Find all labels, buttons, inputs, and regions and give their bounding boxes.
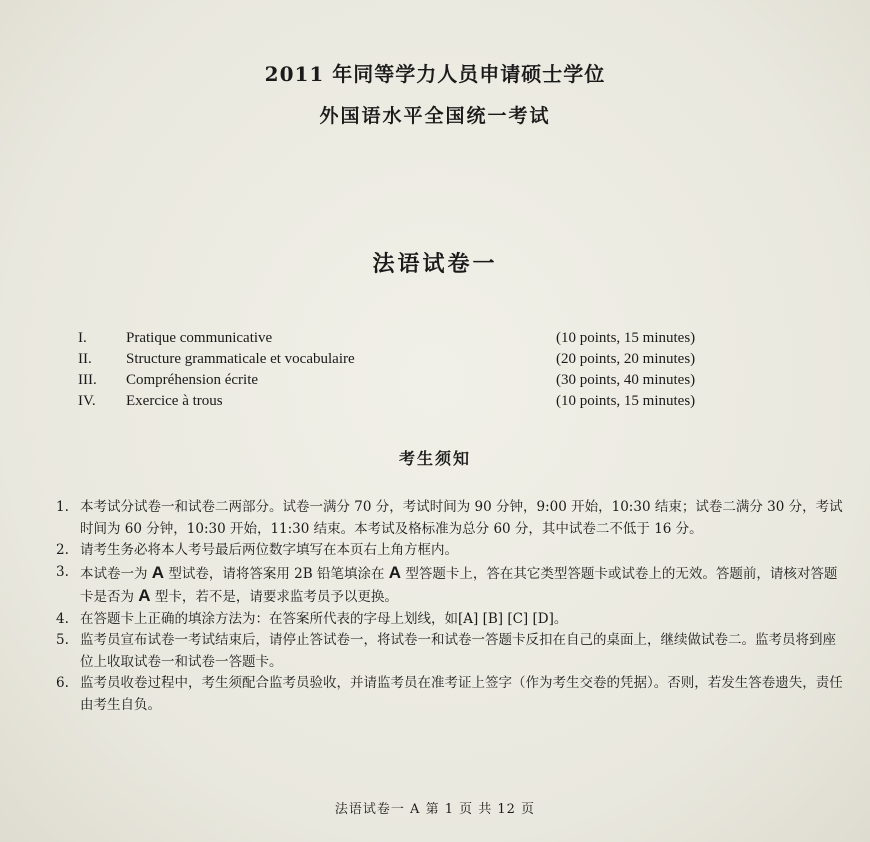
rule-text-part: 型答题卡上，答在其它类型答题卡或试卷上的无效。答题前，请核对答题卡是否为 (80, 565, 838, 605)
rule-text-part: 型卡，若不是，请要求监考员予以更换。 (150, 589, 398, 605)
rule-text-part: 型试卷，请将答案用 2B 铅笔填涂在 (164, 565, 389, 582)
section-row (78, 370, 778, 391)
notice-rule (56, 630, 846, 673)
section-list (78, 328, 778, 412)
notice-title: 考生须知 (398, 449, 471, 468)
section-row (78, 349, 778, 370)
section-number: III. (78, 372, 97, 388)
rule-number: 3. (56, 563, 69, 580)
section-row (78, 328, 778, 349)
rule-text: 请考生务必将本人考号最后两位数字填写在本页右上角方框内。 (80, 542, 458, 558)
rule-number: 4. (56, 610, 69, 627)
notice-rules (56, 497, 846, 716)
section-name: Pratique communicative (126, 330, 273, 346)
section-points: (10 points, 15 minutes) (556, 330, 696, 346)
answer-type-letter: A (151, 562, 165, 582)
rule-text (80, 562, 846, 609)
section-row (78, 391, 778, 412)
notice-rule (56, 609, 846, 631)
notice-rule (56, 497, 846, 540)
section-points: (30 points, 40 minutes) (556, 372, 696, 388)
section-name: Exercice à trous (126, 393, 223, 409)
page-footer: 法语试卷一 A 第 1 页 共 12 页 (334, 802, 536, 817)
rule-text-part: 本试卷一为 (80, 565, 152, 582)
rule-number: 1. (56, 499, 69, 515)
rule-text: 监考员宣布试卷一考试结束后，请停止答试卷一，将试卷一和试卷一答题卡反扣在自己的桌面上，继续做试卷二。监考员将到座位上收取试卷一和试卷一答题卡。 (80, 632, 836, 670)
notice-rule (56, 562, 846, 609)
section-number: I. (78, 330, 87, 346)
section-number: IV. (78, 393, 96, 409)
rule-number: 5. (56, 632, 69, 648)
paper-title: 法语试卷一 (372, 251, 498, 277)
section-name: Compréhension écrite (126, 372, 259, 388)
exam-title-line1: 2011 年同等学力人员申请硕士学位 (264, 62, 606, 86)
rule-number: 2. (56, 542, 69, 558)
answer-type-letter: A (388, 562, 402, 582)
section-number: II. (78, 351, 92, 367)
rule-text: 监考员收卷过程中，考生须配合监考员验收，并请监考员在准考证上签字（作为考生交卷的凭据）。否则，若发生答卷遗失，责任由考生自负。 (80, 675, 843, 713)
notice-rule (56, 673, 846, 716)
section-points: (20 points, 20 minutes) (556, 351, 696, 367)
section-points: (10 points, 15 minutes) (556, 393, 696, 409)
notice-rule (56, 540, 846, 562)
rule-number: 6. (56, 675, 69, 691)
section-name: Structure grammaticale et vocabulaire (126, 351, 355, 367)
rule-text: 本考试分试卷一和试卷二两部分。试卷一满分 70 分，考试时间为 90 分钟，9:00 开始，10:30 结束；试卷二满分 30 分，考试时间为 60 分钟，10:30 开始，11:30 结束。本考试及格标准为总分 60 分，其中试卷二不低于 16 分。 (80, 499, 843, 537)
answer-type-letter: A (138, 586, 151, 605)
exam-title-line2: 外国语水平全国统一考试 (319, 105, 551, 127)
rule-text: 在答题卡上正确的填涂方法为：在答案所代表的字母上划线，如[A] [B] [C] [D]。 (80, 610, 568, 627)
